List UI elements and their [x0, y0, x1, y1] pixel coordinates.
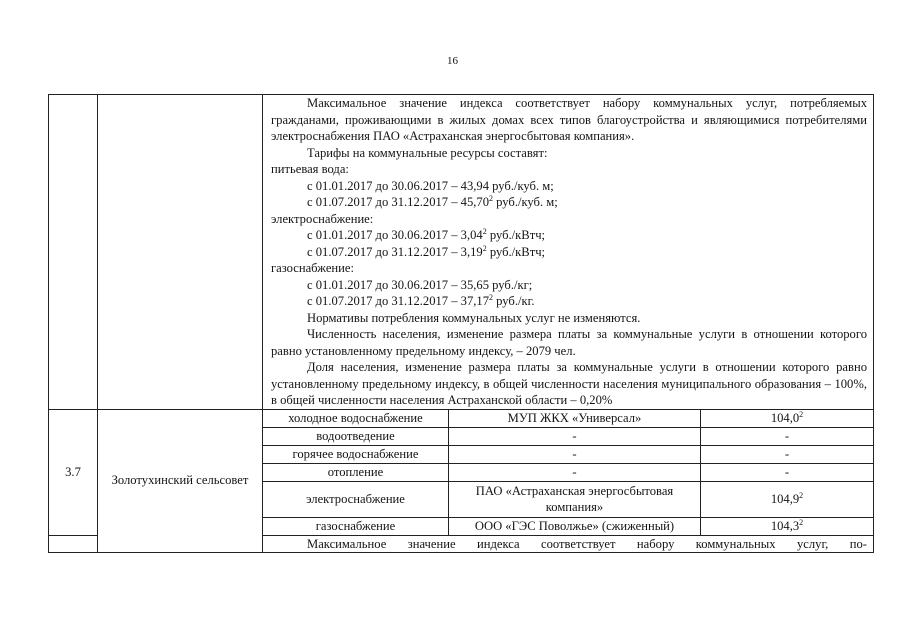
- electricity-tariff-2-unit: руб./кВтч;: [486, 244, 546, 259]
- electricity-tariff-1: [271, 227, 867, 244]
- number-cell-empty: [49, 95, 98, 410]
- water-tariff-2: [271, 194, 867, 211]
- service-name: водоотведение: [263, 427, 449, 445]
- service-index: [701, 463, 874, 481]
- municipality-name: Золотухинский сельсовет: [98, 409, 263, 552]
- row-number: 3.7: [49, 409, 98, 535]
- service-index: [701, 427, 874, 445]
- tariffs-title: Тарифы на коммунальные ресурсы составят:: [307, 145, 548, 160]
- service-name: отопление: [263, 463, 449, 481]
- electricity-tariff-1-text: с 01.01.2017 до 30.06.2017 – 3,04: [307, 228, 483, 242]
- trailing-cell: [263, 535, 874, 552]
- population-text: Численность населения, изменение размера платы за коммунальные услуги в отношении которого равно установленному предельному индексу, – 2079 чел.: [271, 327, 867, 358]
- footnote-mark: 2: [489, 292, 494, 302]
- index-value: -: [784, 446, 790, 461]
- number-cell-empty: [49, 535, 98, 552]
- tariff-table: [48, 94, 874, 553]
- service-index: [701, 409, 874, 427]
- water-tariff-2-unit: руб./куб. м;: [493, 195, 558, 209]
- municipality-cell-empty: [98, 95, 263, 410]
- index-value: 104,3: [770, 518, 800, 533]
- electricity-tariff-1-unit: руб./кВтч;: [486, 228, 546, 242]
- footnote-mark: 2: [482, 243, 487, 253]
- share-text: Доля населения, изменение размера платы за коммунальные услуги в отношении которого равно установленному предельному индексу, в общей численности населения муниципального образования – 100%, в общей численности населения Астраханской области – 0,20%: [271, 360, 867, 407]
- index-description: Максимальное значение индекса соответствует набору коммунальных услуг, потребляемых гражданами, проживающими в жилых домах всех типов благоустройства и являющимися потребителями электроснабжения ПАО «Астраханская энергосбытовая компания».: [271, 96, 867, 143]
- service-provider: ПАО «Астраханская энергосбытовая компания»: [449, 481, 701, 517]
- service-name: электроснабжение: [263, 481, 449, 517]
- continuation-row: [49, 95, 874, 410]
- footnote-mark: 2: [799, 517, 804, 527]
- page-number: 16: [447, 55, 458, 67]
- index-value: -: [784, 464, 790, 479]
- footnote-mark: 2: [799, 490, 804, 500]
- index-value: -: [784, 428, 790, 443]
- service-index: [701, 445, 874, 463]
- electricity-tariff-2: [271, 244, 867, 261]
- gas-label: газоснабжение:: [271, 261, 354, 275]
- service-name: горячее водоснабжение: [263, 445, 449, 463]
- water-tariff-2-text: с 01.07.2017 до 31.12.2017 – 45,70: [307, 195, 490, 209]
- service-index: [701, 517, 874, 535]
- service-name: холодное водоснабжение: [263, 409, 449, 427]
- gas-tariff-2-text: с 01.07.2017 до 31.12.2017 – 37,17: [307, 294, 490, 308]
- footnote-mark: 2: [489, 193, 494, 203]
- footnote-mark: 2: [799, 409, 804, 419]
- gas-tariff-2: [271, 293, 867, 310]
- water-label: питьевая вода:: [271, 162, 349, 176]
- electricity-tariff-2-text: с 01.07.2017 до 31.12.2017 – 3,19: [307, 244, 483, 259]
- index-value: 104,0: [770, 410, 800, 425]
- service-index: [701, 481, 874, 517]
- service-name: газоснабжение: [263, 517, 449, 535]
- gas-tariff-2-unit: руб./кг.: [493, 294, 535, 308]
- trailing-text: Максимальное значение индекса соответствует набору коммунальных услуг, по-: [307, 536, 867, 551]
- index-value: 104,9: [770, 492, 800, 506]
- service-provider: -: [449, 463, 701, 481]
- description-cell: [263, 95, 874, 410]
- service-provider: -: [449, 427, 701, 445]
- service-provider: -: [449, 445, 701, 463]
- service-row: [49, 409, 874, 427]
- footnote-mark: 2: [482, 226, 487, 236]
- gas-tariff-1: с 01.01.2017 до 30.06.2017 – 35,65 руб./кг;: [307, 277, 533, 292]
- electricity-label: электроснабжение:: [271, 211, 374, 226]
- water-tariff-1: с 01.01.2017 до 30.06.2017 – 43,94 руб./куб. м;: [307, 178, 554, 193]
- service-provider: ООО «ГЭС Поволжье» (сжиженный): [449, 517, 701, 535]
- service-provider: МУП ЖКХ «Универсал»: [449, 409, 701, 427]
- norms-text: Нормативы потребления коммунальных услуг не изменяются.: [307, 310, 641, 325]
